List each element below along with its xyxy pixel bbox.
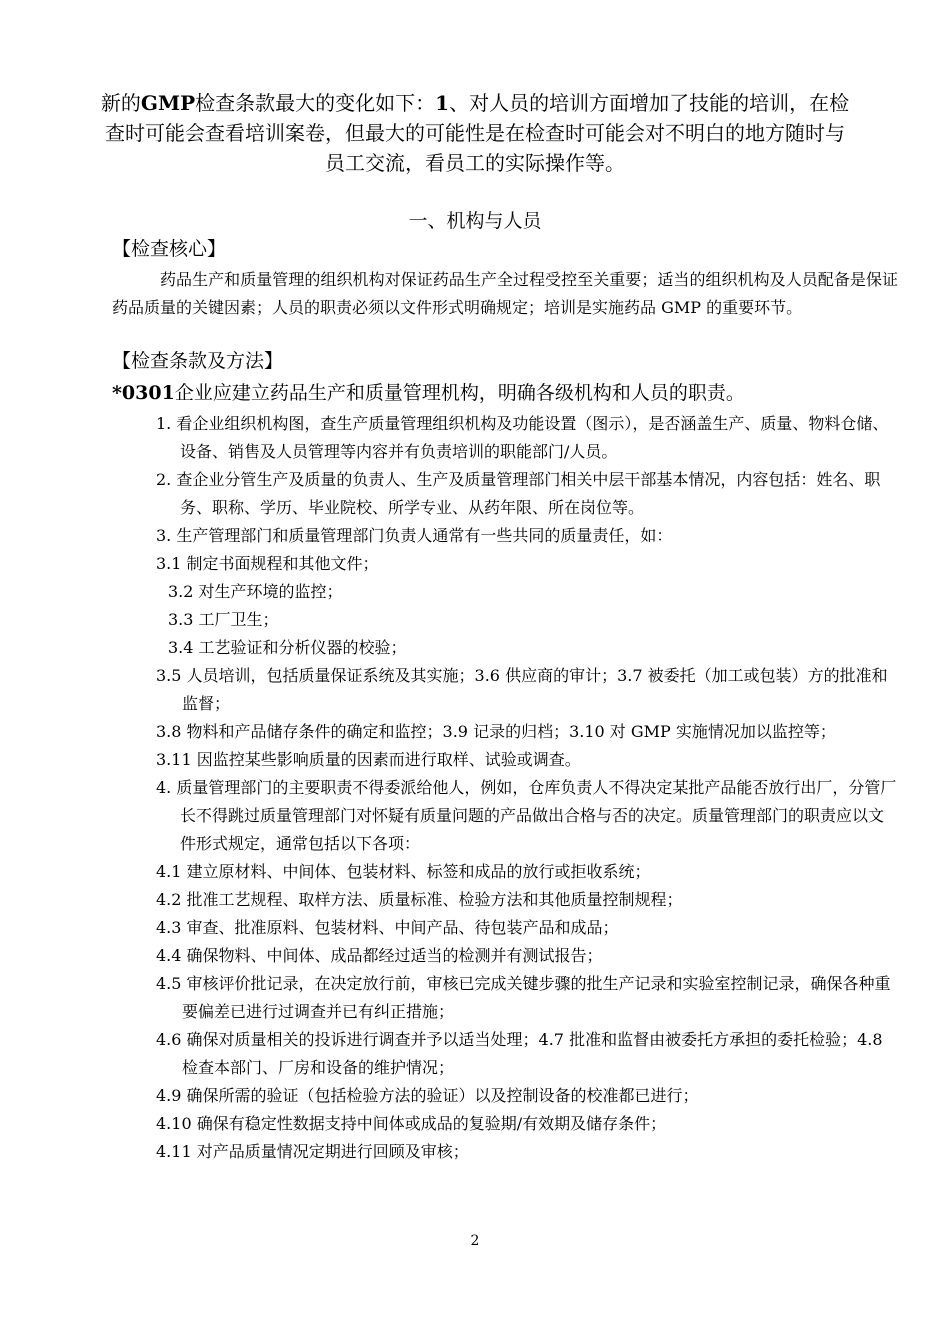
section-title: 一、机构与人员 — [408, 210, 542, 232]
core-text: 药品生产和质量管理的组织机构对保证药品生产全过程受控至关重要；适当的组织机构及人员配备是保证药品质量的关键因素；人员的职责必须以文件形式明确规定；培训是实施药品 GMP 的重要环节。 — [112, 270, 898, 317]
list-item: 3.4 工艺验证和分析仪器的校验； — [168, 638, 407, 657]
clause-heading — [112, 378, 745, 405]
list-item: 4.9 确保所需的验证（包括检验方法的验证）以及控制设备的校准都已进行； — [156, 1086, 699, 1105]
list-item: 4.1 建立原材料、中间体、包装材料、标签和成品的放行或拒收系统； — [156, 862, 651, 881]
list-item: 4.6 确保对质量相关的投诉进行调查并予以适当处理；4.7 批准和监督由被委托方承担的委托检验；4.8 检查本部门、厂房和设备的维护情况； — [156, 1030, 883, 1077]
list-item: 3.11 因监控某些影响质量的因素而进行取样、试验或调查。 — [156, 750, 581, 769]
intro-gmp: GMP — [140, 91, 196, 115]
intro-text-1: 新的 — [100, 91, 141, 115]
list-item: 1. 看企业组织机构图，查生产质量管理组织机构及功能设置（图示），是否涵盖生产、质量、物料仓储、设备、销售及人员管理等内容并有负责培训的职能部门/人员。 — [156, 414, 889, 461]
list-item: 4.11 对产品质量情况定期进行回顾及审核； — [156, 1142, 469, 1161]
core-label: 【检查核心】 — [112, 238, 227, 260]
list-item: 3. 生产管理部门和质量管理部门负责人通常有一些共同的质量责任，如： — [156, 526, 673, 545]
list-item: 4.2 批准工艺规程、取样方法、质量标准、检验方法和其他质量控制规程； — [156, 890, 683, 909]
list-item: 3.3 工厂卫生； — [168, 610, 279, 629]
intro-text-3: 、对人员的培训方面增加了技能的培训，在检查时可能会查看培训案卷，但最大的可能性是在检查时可能会对不明白的地方随时与员工交流，看员工的实际操作等。 — [105, 91, 850, 175]
clause-code: *0301 — [112, 382, 175, 404]
clauses-label: 【检查条款及方法】 — [112, 350, 284, 372]
inspection-items — [156, 410, 898, 1166]
clause-text: 企业应建立药品生产和质量管理机构，明确各级机构和人员的职责。 — [174, 382, 745, 404]
list-item: 4.3 审查、批准原料、包装材料、中间产品、待包装产品和成品； — [156, 918, 619, 937]
list-item: 3.1 制定书面规程和其他文件； — [156, 554, 379, 573]
list-item: 4.4 确保物料、中间体、成品都经过适当的检测并有测试报告； — [156, 946, 603, 965]
list-item: 2. 查企业分管生产及质量的负责人、生产及质量管理部门相关中层干部基本情况，内容包括：姓名、职务、职称、学历、毕业院校、所学专业、从药年限、所在岗位等。 — [156, 470, 881, 517]
intro-text-2: 检查条款最大的变化如下： — [195, 91, 436, 115]
list-item: 3.5 人员培训，包括质量保证系统及其实施；3.6 供应商的审计；3.7 被委托（加工或包装）方的批准和监督； — [156, 666, 888, 713]
list-item: 3.8 物料和产品储存条件的确定和监控；3.9 记录的归档；3.10 对 GMP 实施情况加以监控等； — [156, 722, 836, 741]
list-item: 4. 质量管理部门的主要职责不得委派给他人，例如，仓库负责人不得决定某批产品能否放行出厂，分管厂长不得跳过质量管理部门对怀疑有质量问题的产品做出合格与否的决定。质量管理部门的职责应以文件形式规定，通常包括以下各项： — [156, 778, 897, 853]
list-item: 4.10 确保有稳定性数据支持中间体或成品的复验期/有效期及储存条件； — [156, 1114, 667, 1133]
intro-paragraph — [100, 88, 850, 178]
intro-number: 1 — [435, 91, 450, 115]
list-item: 3.2 对生产环境的监控； — [168, 582, 343, 601]
list-item: 4.5 审核评价批记录，在决定放行前，审核已完成关键步骤的批生产记录和实验室控制记录，确保各种重要偏差已进行过调查并已有纠正措施； — [156, 974, 891, 1021]
page-number: 2 — [470, 1233, 480, 1249]
